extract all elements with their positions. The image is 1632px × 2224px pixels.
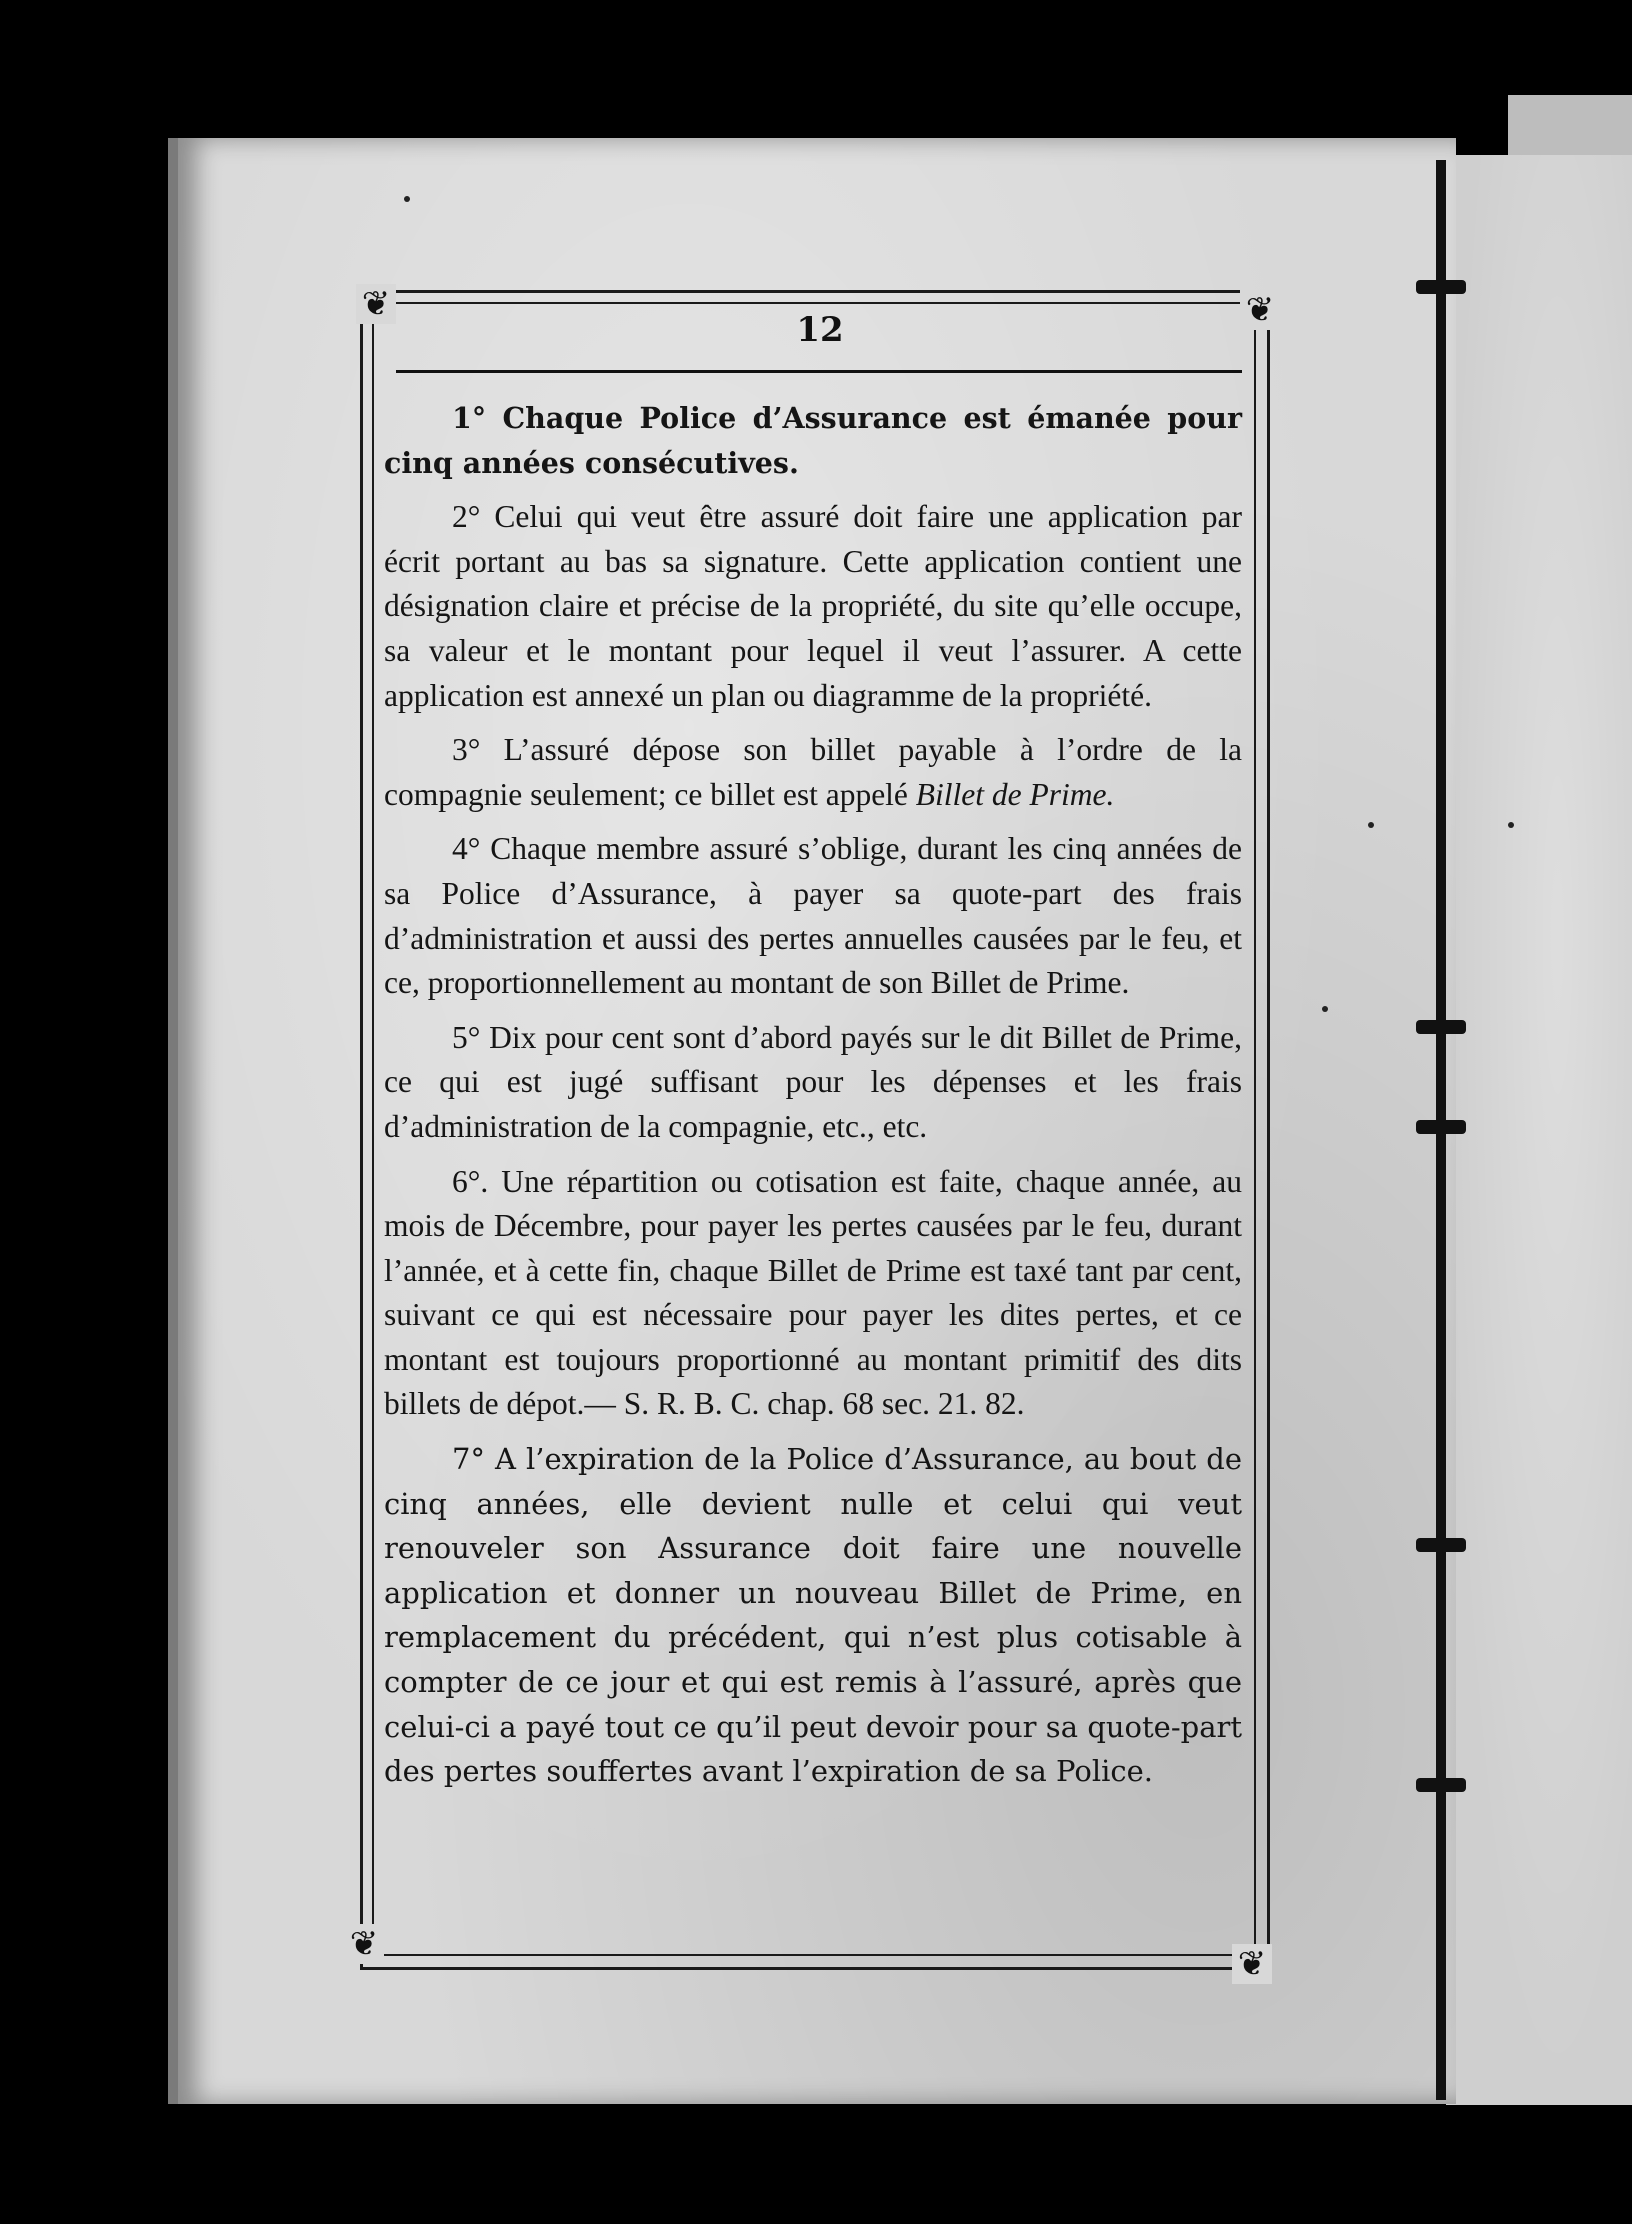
adjacent-page — [1446, 155, 1632, 2105]
corner-ornament-icon: ❦ — [1240, 290, 1280, 330]
paragraph-6: 6°. Une répartition ou cotisation est faite, chaque année, au mois de Décembre, pour payer les pertes causées par le feu, durant l’année, et à cette fin, chaque Billet de Prime est taxé tant par cent, suivant ce qui est nécessaire pour payer les dites pertes, et ce montant est toujours proportionné au montant primitif des dits billets de dépot.— S. R. B. C. chap. 68 sec. 21. 82. — [384, 1163, 1242, 1422]
binding-stitch — [1416, 1778, 1466, 1792]
corner-ornament-icon: ❦ — [356, 284, 396, 324]
binding-stitch — [1416, 1538, 1466, 1552]
paragraph-4: 4° Chaque membre assuré s’oblige, durant les cinq années de sa Police d’Assurance, à payer sa quote-part des frais d’administration et aussi des pertes annuelles causées par le feu, et ce, proportionnellement au montant de son Billet de Prime. — [384, 831, 1242, 1001]
binding-stitch — [1416, 1120, 1466, 1134]
paragraph-5: 5° Dix pour cent sont d’abord payés sur le dit Billet de Prime, ce qui est jugé suffisant pour les dépenses et les frais d’administration de la compagnie, etc., etc. — [384, 1019, 1242, 1144]
paragraph-3-italic: Billet de Prime. — [915, 776, 1115, 812]
corner-ornament-icon: ❦ — [1232, 1944, 1272, 1984]
paragraph-7: 7° A l’expiration de la Police d’Assurance, au bout de cinq années, elle devient nulle et celui qui veut renouveler son Assurance doit faire une nouvelle application et donner un nouveau Billet de Prime, en remplacement du précédent, qui n’est plus cotisable à compter de ce jour et qui est remis à l’assuré, après que celui-ci a payé tout ce qu’il peut devoir pour sa quote-part des pertes souffertes avant l’expiration de sa Police. — [384, 1442, 1242, 1789]
paragraph-3 — [384, 728, 1242, 817]
paragraph-2: 2° Celui qui veut être assuré doit faire une application par écrit portant au bas sa signature. Cette application contient une désignation claire et précise de la propriété, du site qu’elle occupe, sa valeur et le montant pour lequel il veut l’assurer. A cette application est annexé un plan ou diagramme de la propriété. — [384, 499, 1242, 713]
scan-speck — [1322, 1006, 1328, 1012]
corner-ornament-icon: ❦ — [344, 1924, 384, 1964]
scan-speck — [1508, 822, 1514, 828]
adjacent-page-edge — [1508, 95, 1632, 155]
paragraph-3-text: 3° L’assuré dépose son billet payable à l’ordre de la compagnie seulement; ce billet est appelé — [384, 732, 1242, 812]
paragraph-1: 1° Chaque Police d’Assurance est émanée pour cinq années consécutives. — [384, 401, 1242, 480]
article-text — [384, 396, 1242, 1804]
binding-stitch — [1416, 280, 1466, 294]
binding-stitch — [1416, 1020, 1466, 1034]
page-number: 12 — [796, 310, 844, 350]
header-rule — [396, 370, 1242, 373]
scan-speck — [404, 196, 410, 202]
scan-speck — [1368, 822, 1374, 828]
